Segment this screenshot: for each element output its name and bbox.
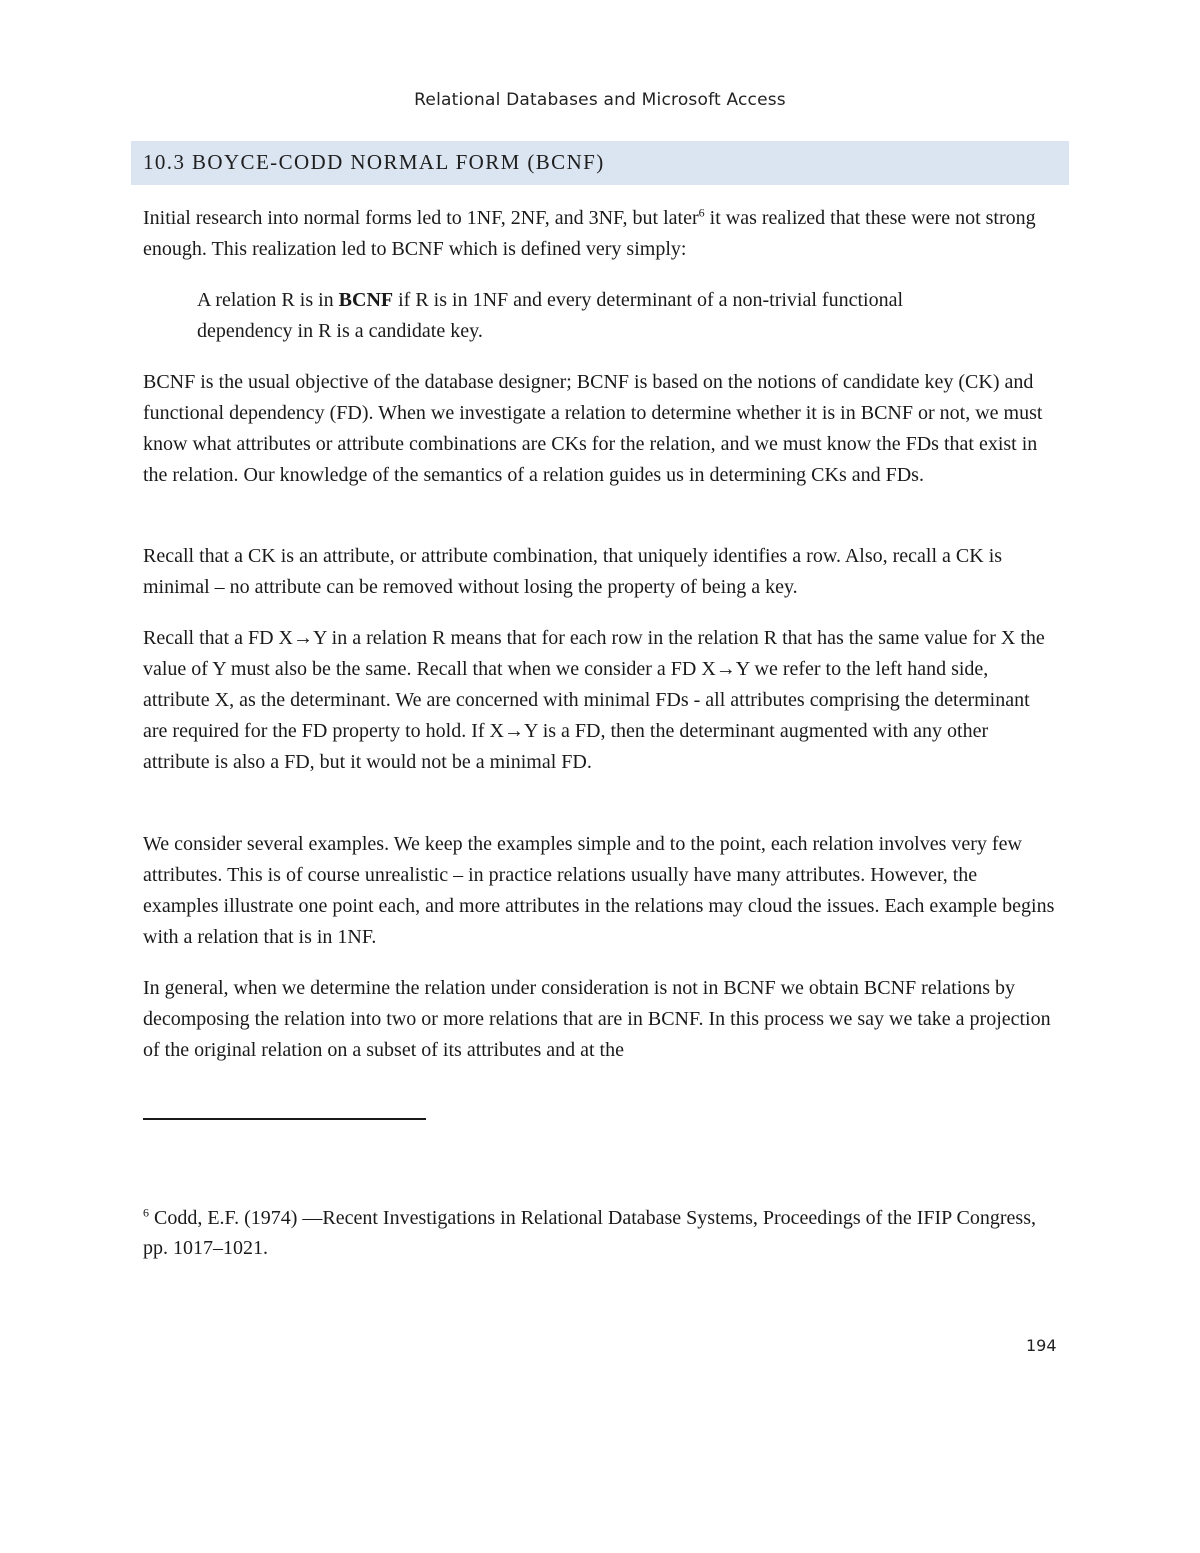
running-header: Relational Databases and Microsoft Access — [414, 90, 786, 110]
section-title: 10.3 BOYCE-CODD NORMAL FORM (BCNF) — [143, 150, 605, 174]
footnote-marker: 6 — [143, 1205, 149, 1220]
paragraph-intro-text-continued: it was realized that these were not strong enough. This realization led to BCNF which is defined very simply: — [143, 207, 1036, 260]
definition-term: BCNF — [338, 289, 394, 311]
footnote — [143, 1203, 1055, 1263]
paragraph-decomposition: In general, when we determine the relation under consideration is not in BCNF we obtain BCNF relations by decomposing the relation into two or more relations that are in BCNF. In this process we say we take a projection of the original relation on a subset of its attributes and at the — [143, 977, 1051, 1061]
paragraph-candidate-key: Recall that a CK is an attribute, or attribute combination, that uniquely identifies a row. Also, recall a CK is minimal – no attribute can be removed without losing the property of being a key. — [143, 545, 1003, 598]
footnote-reference: 6 — [698, 205, 705, 220]
definition-lead: A relation R is in — [197, 289, 339, 311]
bcnf-definition — [197, 285, 957, 347]
page-number: 194 — [1026, 1336, 1057, 1355]
definition-body: if R is in 1NF and every determinant of a non-trivial functional dependency in R is a candidate key. — [197, 289, 903, 342]
paragraph-intro — [143, 203, 1055, 265]
paragraph-bcnf-objective: BCNF is the usual objective of the database designer; BCNF is based on the notions of candidate key (CK) and functional dependency (FD). When we investigate a relation to determine whether it is in BCNF or not, we must know what attributes or attribute combinations are CKs for the relation, and we must know the FDs that exist in the relation. Our knowledge of the semantics of a relation guides us in determining CKs and FDs. — [143, 371, 1043, 486]
paragraph-intro-text: Initial research into normal forms led to 1NF, 2NF, and 3NF, but later — [143, 207, 699, 229]
footnote-text: Codd, E.F. (1974) ―Recent Investigations in Relational Database Systems, Proceedings of the IFIP Congress, pp. 1017–1021. — [143, 1207, 1036, 1259]
footnote-separator — [143, 1118, 426, 1120]
paragraph-examples: We consider several examples. We keep the examples simple and to the point, each relation involves very few attributes. This is of course unrealistic – in practice relations usually have many attributes. However, the examples illustrate one point each, and more attributes in the relations may cloud the issues. Each example begins with a relation that is in 1NF. — [143, 833, 1055, 948]
paragraph-functional-dependency: Recall that a FD X→Y in a relation R means that for each row in the relation R that has the same value for X the value of Y must also be the same. Recall that when we consider a FD X→Y we refer to the left hand side, attribute X, as the determinant. We are concerned with minimal FDs - all attributes comprising the determinant are required for the FD property to hold. If X→Y is a FD, then the determinant augmented with any other attribute is also a FD, but it would not be a minimal FD. — [143, 627, 1045, 773]
